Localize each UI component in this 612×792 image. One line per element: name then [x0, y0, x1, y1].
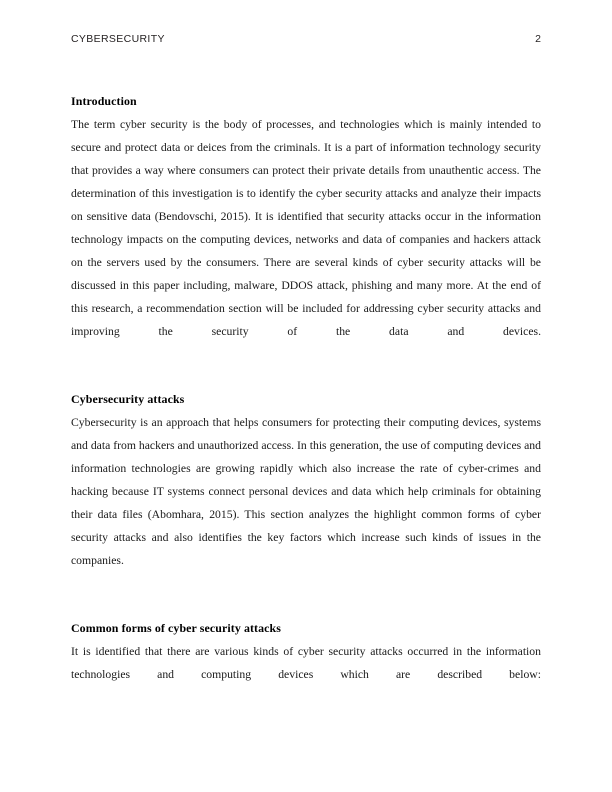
- section-cybersecurity-attacks: [71, 388, 541, 595]
- section-heading: Cybersecurity attacks: [71, 392, 185, 406]
- section-heading: Introduction: [71, 94, 137, 108]
- section-paragraph: Cybersecurity is an approach that helps consumers for protecting their computing devices, systems and data from hackers and unauthorized access. In this generation, the use of computing devices and information technologies are growing rapidly which also increase the rate of cyber-crimes and hacking because IT systems connect personal devices and data which help criminals for obtaining their data files (Abomhara, 2015). This section analyzes the highlight common forms of cyber security attacks and also identifies the key factors which increase such kinds of issues in the companies.: [71, 416, 541, 567]
- section-paragraph: The term cyber security is the body of processes, and technologies which is mainly intended to secure and protect data or deices from the criminals. It is a part of information technology security that provides a way where consumers can protect their private details from unauthentic access. The determination of this investigation is to identify the cyber security attacks and analyze their impacts on sensitive data (Bendovschi, 2015). It is identified that security attacks occur in the information technology impacts on the computing devices, networks and data of companies and hackers attack on the servers used by the consumers. There are several kinds of cyber security attacks will be discussed in this paper including, malware, DDOS attack, phishing and many more. At the end of this research, a recommendation section will be included for addressing cyber security attacks and improving the security of the data and devices.: [71, 118, 541, 338]
- running-header: [71, 33, 541, 51]
- section-common-forms-of-cyber-security-attacks: [71, 617, 541, 709]
- header-document-title: CYBERSECURITY: [71, 33, 165, 45]
- section-heading: Common forms of cyber security attacks: [71, 621, 281, 635]
- section-paragraph: It is identified that there are various kinds of cyber security attacks occurred in the information technologies and computing devices which are described below:: [71, 645, 541, 681]
- section-introduction: [71, 90, 541, 366]
- header-page-number: 2: [535, 33, 541, 45]
- document-body: [71, 90, 541, 709]
